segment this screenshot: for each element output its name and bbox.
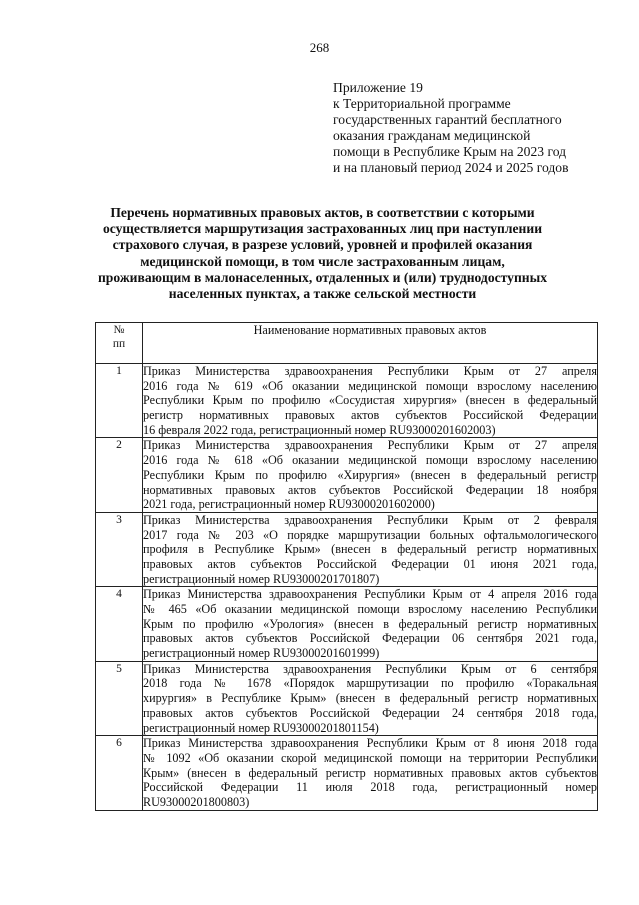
title-line: страхового случая, в разрезе условий, уровней и профилей оказания (112, 237, 533, 253)
title-line: населенных пунктах, а также сельской местности (168, 286, 477, 302)
row-number: 2 (96, 438, 143, 512)
table-row (96, 364, 598, 438)
appendix-note (333, 80, 623, 176)
act-line: Приказ Министерства здравоохранения Республики Крым от 27 апреля (143, 364, 597, 378)
act-line: профиля в Республике Крым» (внесен в федеральный регистр нормативных (143, 542, 597, 557)
header-number-abbr: пп (112, 338, 126, 350)
row-act-text (143, 587, 598, 661)
table-row (96, 661, 598, 735)
act-line: 2017 года № 203 «О порядке маршрутизации больных офтальмологического (143, 527, 597, 542)
act-line: Приказ Министерства здравоохранения Республики Крым от 6 сентября (143, 661, 597, 676)
appendix-line: и на плановый период 2024 и 2025 годов (333, 160, 569, 175)
appendix-line: оказания гражданам медицинской (333, 128, 531, 143)
table-row (96, 587, 598, 661)
table-row (96, 736, 598, 810)
act-line: Приказ Министерства здравоохранения Республики Крым от 2 февраля (143, 512, 597, 527)
appendix-line: помощи в Республике Крым на 2023 год (333, 144, 567, 159)
appendix-line: государственных гарантий бесплатного (333, 112, 562, 127)
title-line: осуществляется маршрутизация застрахованных лиц при наступлении (102, 221, 543, 237)
row-number: 5 (96, 661, 143, 735)
act-line: Республики Крым по профилю «Сосудистая хирургия» (внесен в федеральный (143, 393, 597, 408)
act-line: Республики Крым по профилю «Хирургия» (внесен в федеральный регистр (143, 467, 597, 482)
act-line: регистрационный номер RU93000201801154) (143, 720, 379, 735)
row-act-text (143, 736, 598, 810)
act-line: Приказ Министерства здравоохранения Республики Крым от 27 апреля (143, 438, 597, 453)
act-line: хирургия» в Республике Крым» (внесен в федеральный регистр нормативных (143, 691, 597, 706)
title-line: проживающим в малонаселенных, отдаленных и (или) труднодоступных (97, 269, 548, 285)
act-line: Приказ Министерства здравоохранения Республики Крым от 8 июня 2018 года (143, 736, 597, 751)
appendix-line: Приложение 19 (333, 80, 423, 95)
header-name: Наименование нормативных правовых актов (143, 323, 598, 364)
table-row (96, 438, 598, 512)
row-number: 1 (96, 364, 143, 438)
legal-acts-table (95, 322, 598, 811)
row-number: 4 (96, 587, 143, 661)
header-number-symbol: № (113, 324, 125, 336)
row-act-text (143, 661, 598, 735)
act-line: правовых актов субъектов Российской Федерации 01 июня 2021 года, (143, 556, 597, 571)
act-line: 2018 года № 1678 «Порядок маршрутизации по профилю «Торакальная (143, 676, 597, 691)
row-act-text (143, 438, 598, 512)
table-row (96, 512, 598, 586)
act-line: регистрационный номер RU93000201601999) (143, 646, 380, 661)
title-line: медицинской помощи, в том числе застрахованным лицам, (140, 253, 505, 269)
act-line: правовых актов субъектов Российской Федерации 06 сентября 2021 года, (143, 631, 597, 646)
appendix-line: к Территориальной программе (333, 96, 511, 111)
row-act-text (143, 364, 598, 438)
act-line: 2016 года № 618 «Об оказании медицинской помощи взрослому населению (143, 453, 597, 468)
document-title (95, 205, 550, 302)
act-line: 2021 года, регистрационный номер RU93000201602000) (143, 497, 435, 512)
act-line: № 1092 «Об оказании скорой медицинской помощи на территории Республики (143, 750, 597, 765)
act-line: Крым по профилю «Урология» (внесен в федеральный регистр нормативных (143, 616, 597, 631)
header-number (96, 323, 143, 364)
act-line: правовых актов субъектов Российской Федерации 24 сентября 2018 года, (143, 705, 597, 720)
act-line: регистр нормативных правовых актов субъектов Российской Федерации (143, 408, 597, 423)
act-line: 16 февраля 2022 года, регистрационный номер RU93000201602003) (143, 422, 496, 437)
table-header-row (96, 323, 598, 364)
row-act-text (143, 512, 598, 586)
act-line: Приказ Министерства здравоохранения Республики Крым от 4 апреля 2016 года (143, 587, 597, 602)
act-line: Крым» (внесен в федеральный регистр нормативных правовых актов субъектов (143, 765, 597, 780)
act-line: нормативных правовых актов субъектов Российской Федерации 18 ноября (143, 482, 597, 497)
row-number: 3 (96, 512, 143, 586)
page-number: 268 (309, 40, 330, 55)
title-line: Перечень нормативных правовых актов, в соответствии с которыми (110, 205, 535, 220)
act-line: регистрационный номер RU93000201701807) (143, 571, 380, 586)
row-number: 6 (96, 736, 143, 810)
act-line: Российской Федерации 11 июля 2018 года, регистрационный номер (143, 780, 597, 795)
act-line: RU93000201800803) (143, 794, 250, 809)
act-line: 2016 года № 619 «Об оказании медицинской помощи взрослому населению (143, 378, 597, 393)
act-line: № 465 «Об оказании медицинской помощи взрослому населению Республики (143, 602, 597, 616)
